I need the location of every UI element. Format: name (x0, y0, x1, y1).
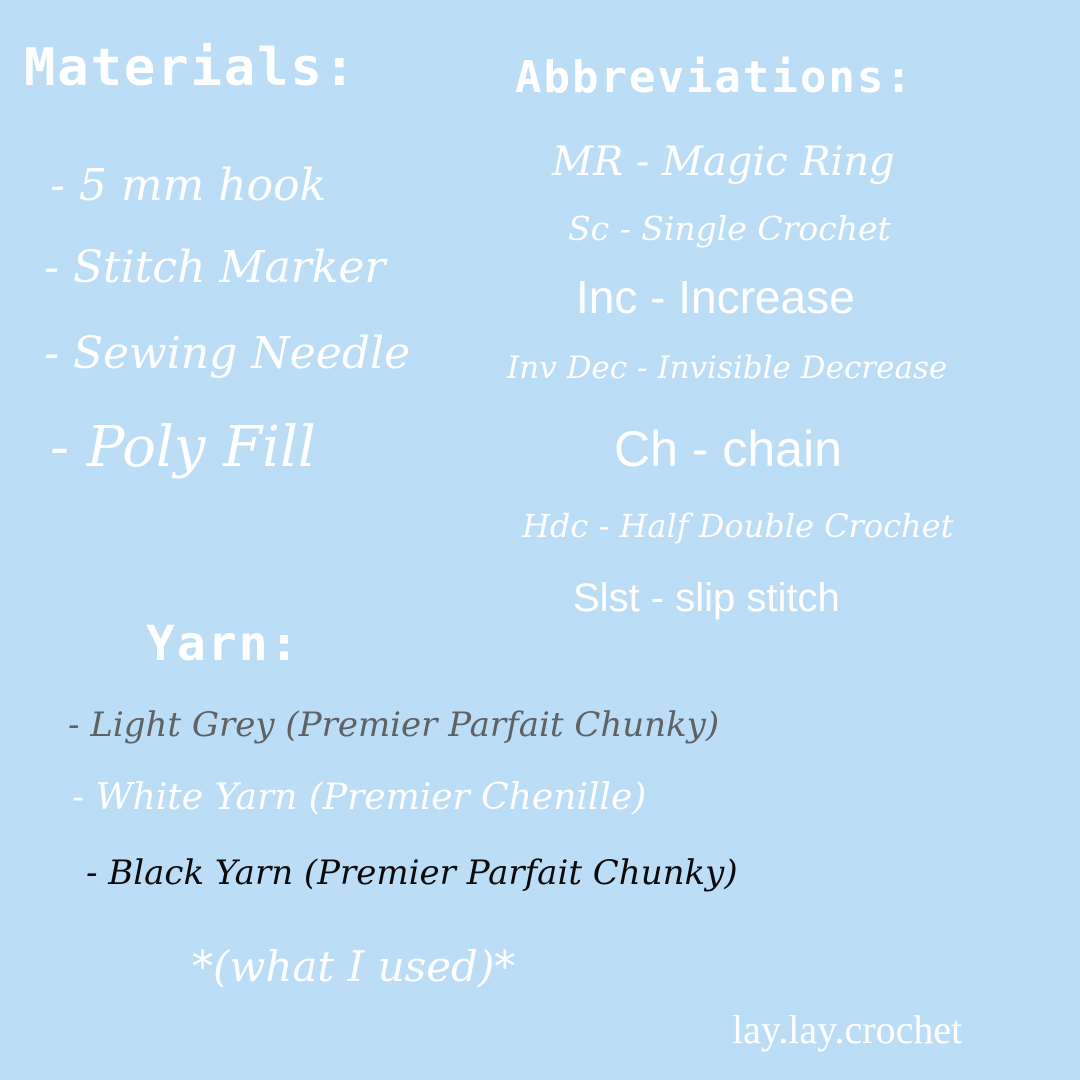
yarn-white: - White Yarn (Premier Chenille) (72, 777, 647, 818)
material-hook: - 5 mm hook (50, 160, 327, 211)
yarn-heading: Yarn: (146, 616, 301, 672)
abbr-slip-stitch: Slst - slip stitch (573, 576, 840, 620)
abbr-magic-ring: MR - Magic Ring (552, 139, 895, 185)
abbr-invisible-decrease: Inv Dec - Invisible Decrease (507, 350, 948, 386)
abbr-half-double-crochet: Hdc - Half Double Crochet (522, 507, 954, 545)
watermark: lay.lay.crochet (732, 1007, 963, 1052)
abbr-increase: Inc - Increase (576, 271, 855, 323)
abbr-single-crochet: Sc - Single Crochet (568, 209, 891, 248)
material-poly-fill: - Poly Fill (50, 415, 316, 480)
materials-heading: Materials: (24, 38, 358, 98)
material-sewing-needle: - Sewing Needle (44, 328, 411, 379)
yarn-light-grey: - Light Grey (Premier Parfait Chunky) (68, 705, 720, 745)
abbreviations-heading: Abbreviations: (515, 52, 914, 103)
abbr-chain: Ch - chain (614, 421, 842, 477)
yarn-black: - Black Yarn (Premier Parfait Chunky) (86, 853, 738, 893)
material-stitch-marker: - Stitch Marker (44, 242, 386, 293)
yarn-note: *(what I used)* (192, 942, 516, 991)
